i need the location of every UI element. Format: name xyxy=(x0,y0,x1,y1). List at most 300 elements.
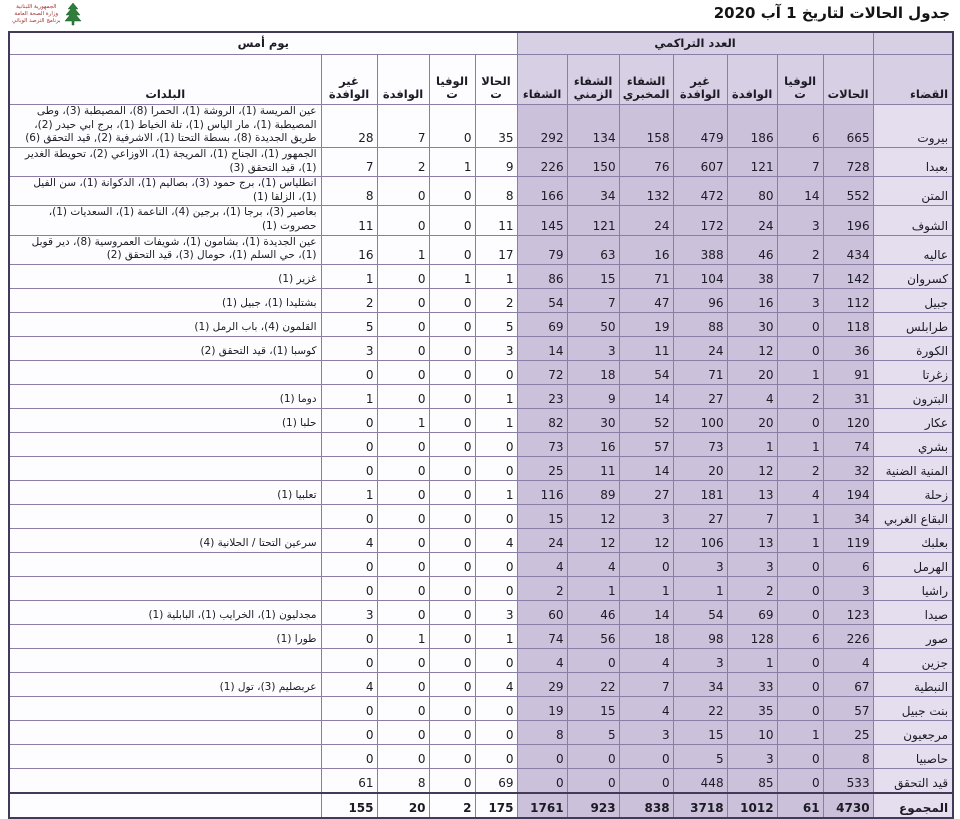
deaths-cell: 7 xyxy=(777,147,823,176)
y_deaths-cell: 0 xyxy=(429,601,475,625)
temporal_recovery-cell: 89 xyxy=(567,481,619,505)
y_deaths-cell: 0 xyxy=(429,721,475,745)
district-cell: جبيل xyxy=(873,289,953,313)
column-header-yesterday-arrivals: الوافدة xyxy=(377,55,429,105)
towns-cell: مجدليون (1)، الخرايب (1)، البابلية (1) xyxy=(9,601,321,625)
temporal_recovery-cell: 0 xyxy=(567,745,619,769)
towns-cell: كوسبا (1)، قيد التحقق (2) xyxy=(9,337,321,361)
y_cases-cell: 0 xyxy=(475,721,517,745)
recovery-cell: 54 xyxy=(517,289,567,313)
y_arrivals-cell: 0 xyxy=(377,313,429,337)
cases-cell: 91 xyxy=(823,361,873,385)
arrivals-cell: 4 xyxy=(727,385,777,409)
arrivals-cell: 80 xyxy=(727,177,777,206)
column-header-temporal-recovery: الشفاء الزمني xyxy=(567,55,619,105)
district-cell: بعلبك xyxy=(873,529,953,553)
y_non_arrivals-cell: 7 xyxy=(321,147,377,176)
y_cases-cell: 3 xyxy=(475,601,517,625)
column-header-recovery: الشفاء xyxy=(517,55,567,105)
y_cases-cell: 8 xyxy=(475,177,517,206)
towns-cell: حلبا (1) xyxy=(9,409,321,433)
y_deaths-cell: 0 xyxy=(429,577,475,601)
y_deaths-cell: 0 xyxy=(429,235,475,264)
y_cases-cell: 175 xyxy=(475,793,517,818)
lab_recovery-cell: 0 xyxy=(619,553,673,577)
deaths-cell: 0 xyxy=(777,409,823,433)
table-row xyxy=(9,697,953,721)
lab_recovery-cell: 3 xyxy=(619,721,673,745)
top-bar xyxy=(0,0,960,31)
recovery-cell: 15 xyxy=(517,505,567,529)
y_deaths-cell: 0 xyxy=(429,289,475,313)
towns-cell xyxy=(9,433,321,457)
y_deaths-cell: 0 xyxy=(429,697,475,721)
recovery-cell: 72 xyxy=(517,361,567,385)
table-row xyxy=(9,147,953,176)
cases-cell: 112 xyxy=(823,289,873,313)
cases-cell: 32 xyxy=(823,457,873,481)
table-row xyxy=(9,337,953,361)
arrivals-cell: 38 xyxy=(727,265,777,289)
temporal_recovery-cell: 22 xyxy=(567,673,619,697)
lab_recovery-cell: 14 xyxy=(619,601,673,625)
y_arrivals-cell: 0 xyxy=(377,649,429,673)
temporal_recovery-cell: 4 xyxy=(567,553,619,577)
y_non_arrivals-cell: 0 xyxy=(321,553,377,577)
towns-cell xyxy=(9,793,321,818)
cases-cell: 4730 xyxy=(823,793,873,818)
non_arrivals-cell: 104 xyxy=(673,265,727,289)
table-row xyxy=(9,505,953,529)
cases-cell: 434 xyxy=(823,235,873,264)
towns-cell xyxy=(9,505,321,529)
arrivals-cell: 121 xyxy=(727,147,777,176)
y_deaths-cell: 0 xyxy=(429,177,475,206)
table-row xyxy=(9,673,953,697)
towns-cell xyxy=(9,697,321,721)
table-row xyxy=(9,577,953,601)
y_cases-cell: 1 xyxy=(475,481,517,505)
y_arrivals-cell: 0 xyxy=(377,505,429,529)
cases-cell: 118 xyxy=(823,313,873,337)
y_cases-cell: 3 xyxy=(475,337,517,361)
towns-cell: بشتليدا (1)، جبيل (1) xyxy=(9,289,321,313)
y_arrivals-cell: 0 xyxy=(377,745,429,769)
arrivals-cell: 20 xyxy=(727,361,777,385)
table-row xyxy=(9,105,953,148)
towns-cell: تعلبيا (1) xyxy=(9,481,321,505)
cases-cell: 8 xyxy=(823,745,873,769)
non_arrivals-cell: 22 xyxy=(673,697,727,721)
non_arrivals-cell: 98 xyxy=(673,625,727,649)
district-cell: قيد التحقق xyxy=(873,769,953,794)
y_cases-cell: 35 xyxy=(475,105,517,148)
non_arrivals-cell: 388 xyxy=(673,235,727,264)
cases-cell: 120 xyxy=(823,409,873,433)
towns-cell: القلمون (4)، باب الرمل (1) xyxy=(9,313,321,337)
y_arrivals-cell: 0 xyxy=(377,577,429,601)
table-row xyxy=(9,769,953,794)
arrivals-cell: 13 xyxy=(727,481,777,505)
table-row xyxy=(9,206,953,235)
recovery-cell: 60 xyxy=(517,601,567,625)
district-cell: المجموع xyxy=(873,793,953,818)
deaths-cell: 0 xyxy=(777,745,823,769)
lab_recovery-cell: 11 xyxy=(619,337,673,361)
y_arrivals-cell: 0 xyxy=(377,601,429,625)
cases-table xyxy=(8,31,954,819)
recovery-cell: 74 xyxy=(517,625,567,649)
arrivals-cell: 1 xyxy=(727,433,777,457)
table-row xyxy=(9,553,953,577)
district-cell: الكورة xyxy=(873,337,953,361)
y_arrivals-cell: 0 xyxy=(377,673,429,697)
cases-cell: 3 xyxy=(823,577,873,601)
y_deaths-cell: 1 xyxy=(429,147,475,176)
y_arrivals-cell: 0 xyxy=(377,361,429,385)
towns-cell xyxy=(9,577,321,601)
lab_recovery-cell: 7 xyxy=(619,673,673,697)
district-cell: المتن xyxy=(873,177,953,206)
temporal_recovery-cell: 30 xyxy=(567,409,619,433)
y_arrivals-cell: 8 xyxy=(377,769,429,794)
column-header-row xyxy=(9,55,953,105)
lab_recovery-cell: 132 xyxy=(619,177,673,206)
lab_recovery-cell: 1 xyxy=(619,577,673,601)
lab_recovery-cell: 18 xyxy=(619,625,673,649)
temporal_recovery-cell: 150 xyxy=(567,147,619,176)
towns-cell xyxy=(9,745,321,769)
y_arrivals-cell: 2 xyxy=(377,147,429,176)
non_arrivals-cell: 71 xyxy=(673,361,727,385)
lab_recovery-cell: 4 xyxy=(619,649,673,673)
cases-cell: 533 xyxy=(823,769,873,794)
temporal_recovery-cell: 923 xyxy=(567,793,619,818)
arrivals-cell: 20 xyxy=(727,409,777,433)
towns-cell: دوما (1) xyxy=(9,385,321,409)
temporal_recovery-cell: 1 xyxy=(567,577,619,601)
recovery-cell: 292 xyxy=(517,105,567,148)
lab_recovery-cell: 4 xyxy=(619,697,673,721)
table-row xyxy=(9,721,953,745)
arrivals-cell: 46 xyxy=(727,235,777,264)
district-cell: بشري xyxy=(873,433,953,457)
towns-cell: عين المريسة (1)، الروشة (1)، الحمرا (8)، المصيطبة (3)، وطى المصيطبة (1)، مار الياس (1)، تلة الخياط (1)، برج ابي حيدر (2)، طريق الجديدة (8)، بسطة التحتا (1)، الاشرفية (2), قيد التحقق (6) xyxy=(9,105,321,148)
non_arrivals-cell: 479 xyxy=(673,105,727,148)
non_arrivals-cell: 100 xyxy=(673,409,727,433)
y_non_arrivals-cell: 155 xyxy=(321,793,377,818)
arrivals-cell: 13 xyxy=(727,529,777,553)
total-row xyxy=(9,793,953,818)
district-cell: البترون xyxy=(873,385,953,409)
deaths-cell: 0 xyxy=(777,553,823,577)
district-cell: بعبدا xyxy=(873,147,953,176)
table-row xyxy=(9,457,953,481)
y_deaths-cell: 0 xyxy=(429,457,475,481)
table-row xyxy=(9,289,953,313)
lab_recovery-cell: 12 xyxy=(619,529,673,553)
district-cell: الهرمل xyxy=(873,553,953,577)
y_non_arrivals-cell: 1 xyxy=(321,265,377,289)
deaths-cell: 0 xyxy=(777,313,823,337)
arrivals-cell: 128 xyxy=(727,625,777,649)
non_arrivals-cell: 54 xyxy=(673,601,727,625)
deaths-cell: 0 xyxy=(777,697,823,721)
y_cases-cell: 11 xyxy=(475,206,517,235)
y_cases-cell: 1 xyxy=(475,385,517,409)
district-cell: حاصبيا xyxy=(873,745,953,769)
table-row xyxy=(9,409,953,433)
y_deaths-cell: 0 xyxy=(429,505,475,529)
recovery-cell: 24 xyxy=(517,529,567,553)
district-cell: عكار xyxy=(873,409,953,433)
table-row xyxy=(9,481,953,505)
recovery-cell: 23 xyxy=(517,385,567,409)
recovery-cell: 82 xyxy=(517,409,567,433)
y_cases-cell: 0 xyxy=(475,505,517,529)
non_arrivals-cell: 607 xyxy=(673,147,727,176)
lab_recovery-cell: 47 xyxy=(619,289,673,313)
y_arrivals-cell: 0 xyxy=(377,177,429,206)
y_cases-cell: 0 xyxy=(475,697,517,721)
deaths-cell: 2 xyxy=(777,235,823,264)
district-cell: زغرتا xyxy=(873,361,953,385)
towns-cell: الجمهور (1)، الجناح (1)، المريجة (1)، الاوزاعي (2)، تحويطة الغدير (1)، قيد التحقق (3) xyxy=(9,147,321,176)
district-cell: صيدا xyxy=(873,601,953,625)
recovery-cell: 166 xyxy=(517,177,567,206)
y_non_arrivals-cell: 1 xyxy=(321,481,377,505)
column-header-cases: الحالات xyxy=(823,55,873,105)
non_arrivals-cell: 448 xyxy=(673,769,727,794)
non_arrivals-cell: 5 xyxy=(673,745,727,769)
non_arrivals-cell: 172 xyxy=(673,206,727,235)
deaths-cell: 6 xyxy=(777,105,823,148)
district-cell: عاليه xyxy=(873,235,953,264)
temporal_recovery-cell: 5 xyxy=(567,721,619,745)
y_arrivals-cell: 0 xyxy=(377,457,429,481)
y_deaths-cell: 2 xyxy=(429,793,475,818)
non_arrivals-cell: 27 xyxy=(673,505,727,529)
y_arrivals-cell: 20 xyxy=(377,793,429,818)
cases-cell: 552 xyxy=(823,177,873,206)
towns-cell: سرعين التحتا / الحلانية (4) xyxy=(9,529,321,553)
arrivals-cell: 1 xyxy=(727,649,777,673)
non_arrivals-cell: 106 xyxy=(673,529,727,553)
recovery-cell: 2 xyxy=(517,577,567,601)
y_cases-cell: 69 xyxy=(475,769,517,794)
y_arrivals-cell: 1 xyxy=(377,625,429,649)
deaths-cell: 14 xyxy=(777,177,823,206)
column-header-deaths: الوفيات xyxy=(777,55,823,105)
lab_recovery-cell: 0 xyxy=(619,769,673,794)
temporal_recovery-cell: 9 xyxy=(567,385,619,409)
district-cell: مرجعيون xyxy=(873,721,953,745)
cases-cell: 74 xyxy=(823,433,873,457)
recovery-cell: 1761 xyxy=(517,793,567,818)
recovery-cell: 69 xyxy=(517,313,567,337)
y_cases-cell: 0 xyxy=(475,457,517,481)
deaths-cell: 0 xyxy=(777,769,823,794)
temporal_recovery-cell: 121 xyxy=(567,206,619,235)
district-cell: كسروان xyxy=(873,265,953,289)
lab_recovery-cell: 14 xyxy=(619,457,673,481)
column-header-yesterday-non-arrivals: غير الوافدة xyxy=(321,55,377,105)
recovery-cell: 226 xyxy=(517,147,567,176)
y_arrivals-cell: 0 xyxy=(377,337,429,361)
y_non_arrivals-cell: 28 xyxy=(321,105,377,148)
y_arrivals-cell: 0 xyxy=(377,206,429,235)
deaths-cell: 0 xyxy=(777,649,823,673)
recovery-cell: 0 xyxy=(517,745,567,769)
y_non_arrivals-cell: 0 xyxy=(321,409,377,433)
deaths-cell: 1 xyxy=(777,505,823,529)
arrivals-cell: 3 xyxy=(727,553,777,577)
cases-cell: 123 xyxy=(823,601,873,625)
recovery-cell: 145 xyxy=(517,206,567,235)
deaths-cell: 6 xyxy=(777,625,823,649)
district-cell: جزين xyxy=(873,649,953,673)
towns-cell xyxy=(9,361,321,385)
non_arrivals-cell: 96 xyxy=(673,289,727,313)
y_non_arrivals-cell: 0 xyxy=(321,649,377,673)
cases-cell: 67 xyxy=(823,673,873,697)
cases-cell: 728 xyxy=(823,147,873,176)
non_arrivals-cell: 73 xyxy=(673,433,727,457)
lab_recovery-cell: 52 xyxy=(619,409,673,433)
y_cases-cell: 0 xyxy=(475,433,517,457)
district-cell: طرابلس xyxy=(873,313,953,337)
yesterday-group-header: يوم أمس xyxy=(9,32,517,55)
y_cases-cell: 1 xyxy=(475,625,517,649)
temporal_recovery-cell: 15 xyxy=(567,265,619,289)
y_deaths-cell: 1 xyxy=(429,265,475,289)
table-row xyxy=(9,529,953,553)
arrivals-cell: 69 xyxy=(727,601,777,625)
lab_recovery-cell: 71 xyxy=(619,265,673,289)
y_cases-cell: 1 xyxy=(475,265,517,289)
arrivals-cell: 85 xyxy=(727,769,777,794)
table-row xyxy=(9,177,953,206)
y_arrivals-cell: 0 xyxy=(377,433,429,457)
y_deaths-cell: 0 xyxy=(429,313,475,337)
logo-text-line: الجمهورية اللبنانية xyxy=(16,4,57,10)
y_non_arrivals-cell: 0 xyxy=(321,577,377,601)
table-row xyxy=(9,361,953,385)
deaths-cell: 0 xyxy=(777,673,823,697)
y_non_arrivals-cell: 0 xyxy=(321,505,377,529)
temporal_recovery-cell: 11 xyxy=(567,457,619,481)
towns-cell xyxy=(9,649,321,673)
temporal_recovery-cell: 50 xyxy=(567,313,619,337)
cases-cell: 665 xyxy=(823,105,873,148)
lab_recovery-cell: 14 xyxy=(619,385,673,409)
y_deaths-cell: 0 xyxy=(429,553,475,577)
cases-cell: 25 xyxy=(823,721,873,745)
y_non_arrivals-cell: 0 xyxy=(321,625,377,649)
cases-cell: 226 xyxy=(823,625,873,649)
temporal_recovery-cell: 15 xyxy=(567,697,619,721)
deaths-cell: 1 xyxy=(777,721,823,745)
lab_recovery-cell: 57 xyxy=(619,433,673,457)
y_non_arrivals-cell: 1 xyxy=(321,385,377,409)
y_arrivals-cell: 0 xyxy=(377,265,429,289)
lab_recovery-cell: 0 xyxy=(619,745,673,769)
y_arrivals-cell: 0 xyxy=(377,697,429,721)
y_non_arrivals-cell: 4 xyxy=(321,529,377,553)
y_deaths-cell: 0 xyxy=(429,745,475,769)
cases-cell: 31 xyxy=(823,385,873,409)
y_cases-cell: 0 xyxy=(475,745,517,769)
table-row xyxy=(9,745,953,769)
y_non_arrivals-cell: 61 xyxy=(321,769,377,794)
cumulative-group-header: العدد التراكمي xyxy=(517,32,873,55)
y_deaths-cell: 0 xyxy=(429,105,475,148)
y_deaths-cell: 0 xyxy=(429,409,475,433)
y_non_arrivals-cell: 0 xyxy=(321,745,377,769)
y_arrivals-cell: 0 xyxy=(377,481,429,505)
column-header-yesterday-deaths: الوفيات xyxy=(429,55,475,105)
towns-cell: طورا (1) xyxy=(9,625,321,649)
table-row xyxy=(9,385,953,409)
non_arrivals-cell: 3718 xyxy=(673,793,727,818)
column-header-yesterday-cases: الحالات xyxy=(475,55,517,105)
cases-cell: 196 xyxy=(823,206,873,235)
district-header-spacer xyxy=(873,32,953,55)
deaths-cell: 61 xyxy=(777,793,823,818)
y_deaths-cell: 0 xyxy=(429,433,475,457)
district-cell: زحلة xyxy=(873,481,953,505)
y_deaths-cell: 0 xyxy=(429,529,475,553)
y_non_arrivals-cell: 0 xyxy=(321,361,377,385)
recovery-cell: 79 xyxy=(517,235,567,264)
deaths-cell: 3 xyxy=(777,206,823,235)
towns-cell: غزير (1) xyxy=(9,265,321,289)
recovery-cell: 4 xyxy=(517,649,567,673)
recovery-cell: 25 xyxy=(517,457,567,481)
cases-cell: 34 xyxy=(823,505,873,529)
non_arrivals-cell: 27 xyxy=(673,385,727,409)
column-header-district: القضاء xyxy=(873,55,953,105)
deaths-cell: 0 xyxy=(777,601,823,625)
lab_recovery-cell: 76 xyxy=(619,147,673,176)
non_arrivals-cell: 472 xyxy=(673,177,727,206)
table-row xyxy=(9,625,953,649)
recovery-cell: 86 xyxy=(517,265,567,289)
arrivals-cell: 35 xyxy=(727,697,777,721)
cases-cell: 6 xyxy=(823,553,873,577)
y_cases-cell: 0 xyxy=(475,649,517,673)
y_cases-cell: 2 xyxy=(475,289,517,313)
district-cell: بيروت xyxy=(873,105,953,148)
arrivals-cell: 30 xyxy=(727,313,777,337)
arrivals-cell: 3 xyxy=(727,745,777,769)
page-title: جدول الحالات لتاريخ 1 آب 2020 xyxy=(713,4,950,22)
towns-cell xyxy=(9,769,321,794)
y_cases-cell: 4 xyxy=(475,673,517,697)
deaths-cell: 1 xyxy=(777,433,823,457)
y_cases-cell: 0 xyxy=(475,361,517,385)
temporal_recovery-cell: 63 xyxy=(567,235,619,264)
cases-cell: 57 xyxy=(823,697,873,721)
cases-cell: 4 xyxy=(823,649,873,673)
district-cell: النبطية xyxy=(873,673,953,697)
district-cell: البقاع الغربي xyxy=(873,505,953,529)
logo-text-line: وزارة الصحة العامة xyxy=(14,10,59,17)
column-header-non-arrivals: غير الوافدة xyxy=(673,55,727,105)
recovery-cell: 14 xyxy=(517,337,567,361)
y_non_arrivals-cell: 0 xyxy=(321,457,377,481)
deaths-cell: 2 xyxy=(777,385,823,409)
